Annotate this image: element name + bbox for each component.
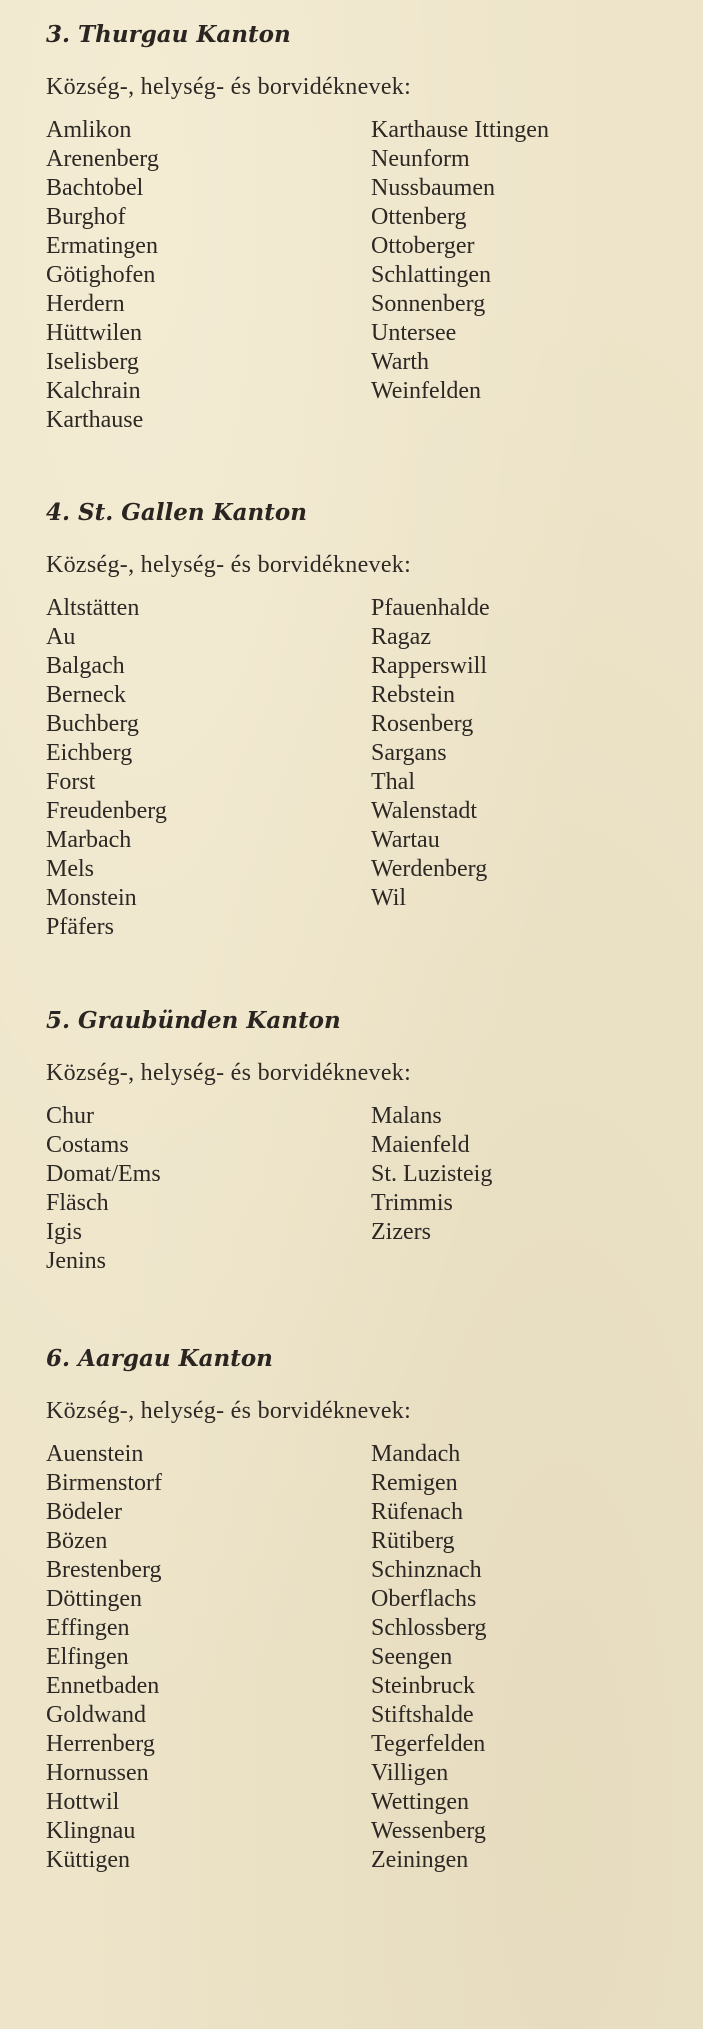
place-name: Domat/Ems <box>46 1161 161 1187</box>
place-name: Döttingen <box>46 1586 142 1612</box>
place-name: Schinznach <box>371 1557 482 1583</box>
place-name: Wartau <box>371 827 440 853</box>
place-name: Bödeler <box>46 1499 122 1525</box>
section-thurgau <box>46 20 666 433</box>
place-name: Monstein <box>46 885 137 911</box>
place-name: Herrenberg <box>46 1731 155 1757</box>
place-name: Tegerfelden <box>371 1731 486 1757</box>
place-name: Iselisberg <box>46 349 139 375</box>
place-name: Buchberg <box>46 711 139 737</box>
place-name: Mandach <box>371 1441 461 1467</box>
place-name: Ottenberg <box>371 204 467 230</box>
left-column <box>46 594 167 942</box>
right-column <box>371 1102 492 1247</box>
place-name: Eichberg <box>46 740 133 766</box>
place-name: Elfingen <box>46 1644 129 1670</box>
place-name: Auenstein <box>46 1441 144 1467</box>
section-st-gallen <box>46 498 666 940</box>
place-name: Au <box>46 624 76 650</box>
place-name: Bachtobel <box>46 175 144 201</box>
place-name: Ennetbaden <box>46 1673 160 1699</box>
place-name: Neunform <box>371 146 470 172</box>
place-name: Amlikon <box>46 117 132 143</box>
place-name: Marbach <box>46 827 132 853</box>
place-name: Wil <box>371 885 407 911</box>
place-name: Igis <box>46 1219 82 1245</box>
section-title: 3. Thurgau Kanton <box>46 21 291 48</box>
place-name: Stiftshalde <box>371 1702 474 1728</box>
place-name: Burghof <box>46 204 126 230</box>
place-name: Karthause Ittingen <box>371 117 549 143</box>
place-name: Malans <box>371 1103 442 1129</box>
place-name: Rebstein <box>371 682 455 708</box>
left-column <box>46 1440 162 1875</box>
place-name: Klingnau <box>46 1818 136 1844</box>
place-name: Rosenberg <box>371 711 474 737</box>
place-name: Ragaz <box>371 624 431 650</box>
section-title: 6. Aargau Kanton <box>46 1345 273 1372</box>
place-name: Karthause <box>46 407 144 433</box>
section-graubunden <box>46 1006 666 1274</box>
section-title: 4. St. Gallen Kanton <box>46 499 307 526</box>
section-subtitle: Község-, helység- és borvidéknevek: <box>46 1398 412 1424</box>
place-name: Mels <box>46 856 94 882</box>
place-name: St. Luzisteig <box>371 1161 493 1187</box>
place-name: Weinfelden <box>371 378 482 404</box>
right-column <box>371 594 490 913</box>
place-name: Sargans <box>371 740 447 766</box>
place-name: Forst <box>46 769 96 795</box>
place-name: Zizers <box>371 1219 431 1245</box>
place-name: Sonnenberg <box>371 291 486 317</box>
place-name: Rüfenach <box>371 1499 463 1525</box>
place-name: Küttigen <box>46 1847 130 1873</box>
place-name: Zeiningen <box>371 1847 469 1873</box>
place-name: Arenenberg <box>46 146 159 172</box>
place-name: Bözen <box>46 1528 108 1554</box>
place-name: Pfauenhalde <box>371 595 490 621</box>
left-column <box>46 1102 161 1276</box>
right-column <box>371 1440 487 1875</box>
section-subtitle: Község-, helység- és borvidéknevek: <box>46 74 412 100</box>
place-name: Effingen <box>46 1615 130 1641</box>
place-name: Hottwil <box>46 1789 120 1815</box>
place-name: Jenins <box>46 1248 106 1274</box>
section-title: 5. Graubünden Kanton <box>46 1007 341 1034</box>
place-name: Warth <box>371 349 430 375</box>
section-subtitle: Község-, helység- és borvidéknevek: <box>46 1060 412 1086</box>
place-name: Chur <box>46 1103 94 1129</box>
place-name: Remigen <box>371 1470 458 1496</box>
place-name: Balgach <box>46 653 125 679</box>
place-name: Ermatingen <box>46 233 158 259</box>
place-name: Hüttwilen <box>46 320 142 346</box>
place-name: Costams <box>46 1132 129 1158</box>
place-name: Werdenberg <box>371 856 488 882</box>
place-name: Fläsch <box>46 1190 109 1216</box>
place-name: Schlattingen <box>371 262 491 288</box>
place-name: Wettingen <box>371 1789 470 1815</box>
place-name: Seengen <box>371 1644 453 1670</box>
place-name: Trimmis <box>371 1190 453 1216</box>
place-name: Nussbaumen <box>371 175 495 201</box>
place-name: Brestenberg <box>46 1557 162 1583</box>
place-name: Schlossberg <box>371 1615 487 1641</box>
section-subtitle: Község-, helység- és borvidéknevek: <box>46 552 412 578</box>
place-name: Pfäfers <box>46 914 114 940</box>
place-name: Kalchrain <box>46 378 141 404</box>
place-name: Steinbruck <box>371 1673 475 1699</box>
place-name: Walenstadt <box>371 798 478 824</box>
place-name: Ottoberger <box>371 233 475 259</box>
place-name: Herdern <box>46 291 125 317</box>
place-name: Thal <box>371 769 415 795</box>
place-name: Villigen <box>371 1760 449 1786</box>
place-name: Berneck <box>46 682 126 708</box>
place-name: Maienfeld <box>371 1132 470 1158</box>
place-name: Götighofen <box>46 262 156 288</box>
left-column <box>46 116 159 435</box>
right-column <box>371 116 549 406</box>
place-name: Rütiberg <box>371 1528 455 1554</box>
place-name: Untersee <box>371 320 457 346</box>
place-name: Altstätten <box>46 595 140 621</box>
place-name: Hornussen <box>46 1760 149 1786</box>
place-name: Birmenstorf <box>46 1470 162 1496</box>
place-name: Goldwand <box>46 1702 146 1728</box>
place-name: Freudenberg <box>46 798 167 824</box>
section-aargau <box>46 1344 666 1873</box>
place-name: Oberflachs <box>371 1586 477 1612</box>
place-name: Wessenberg <box>371 1818 486 1844</box>
place-name: Rapperswill <box>371 653 487 679</box>
